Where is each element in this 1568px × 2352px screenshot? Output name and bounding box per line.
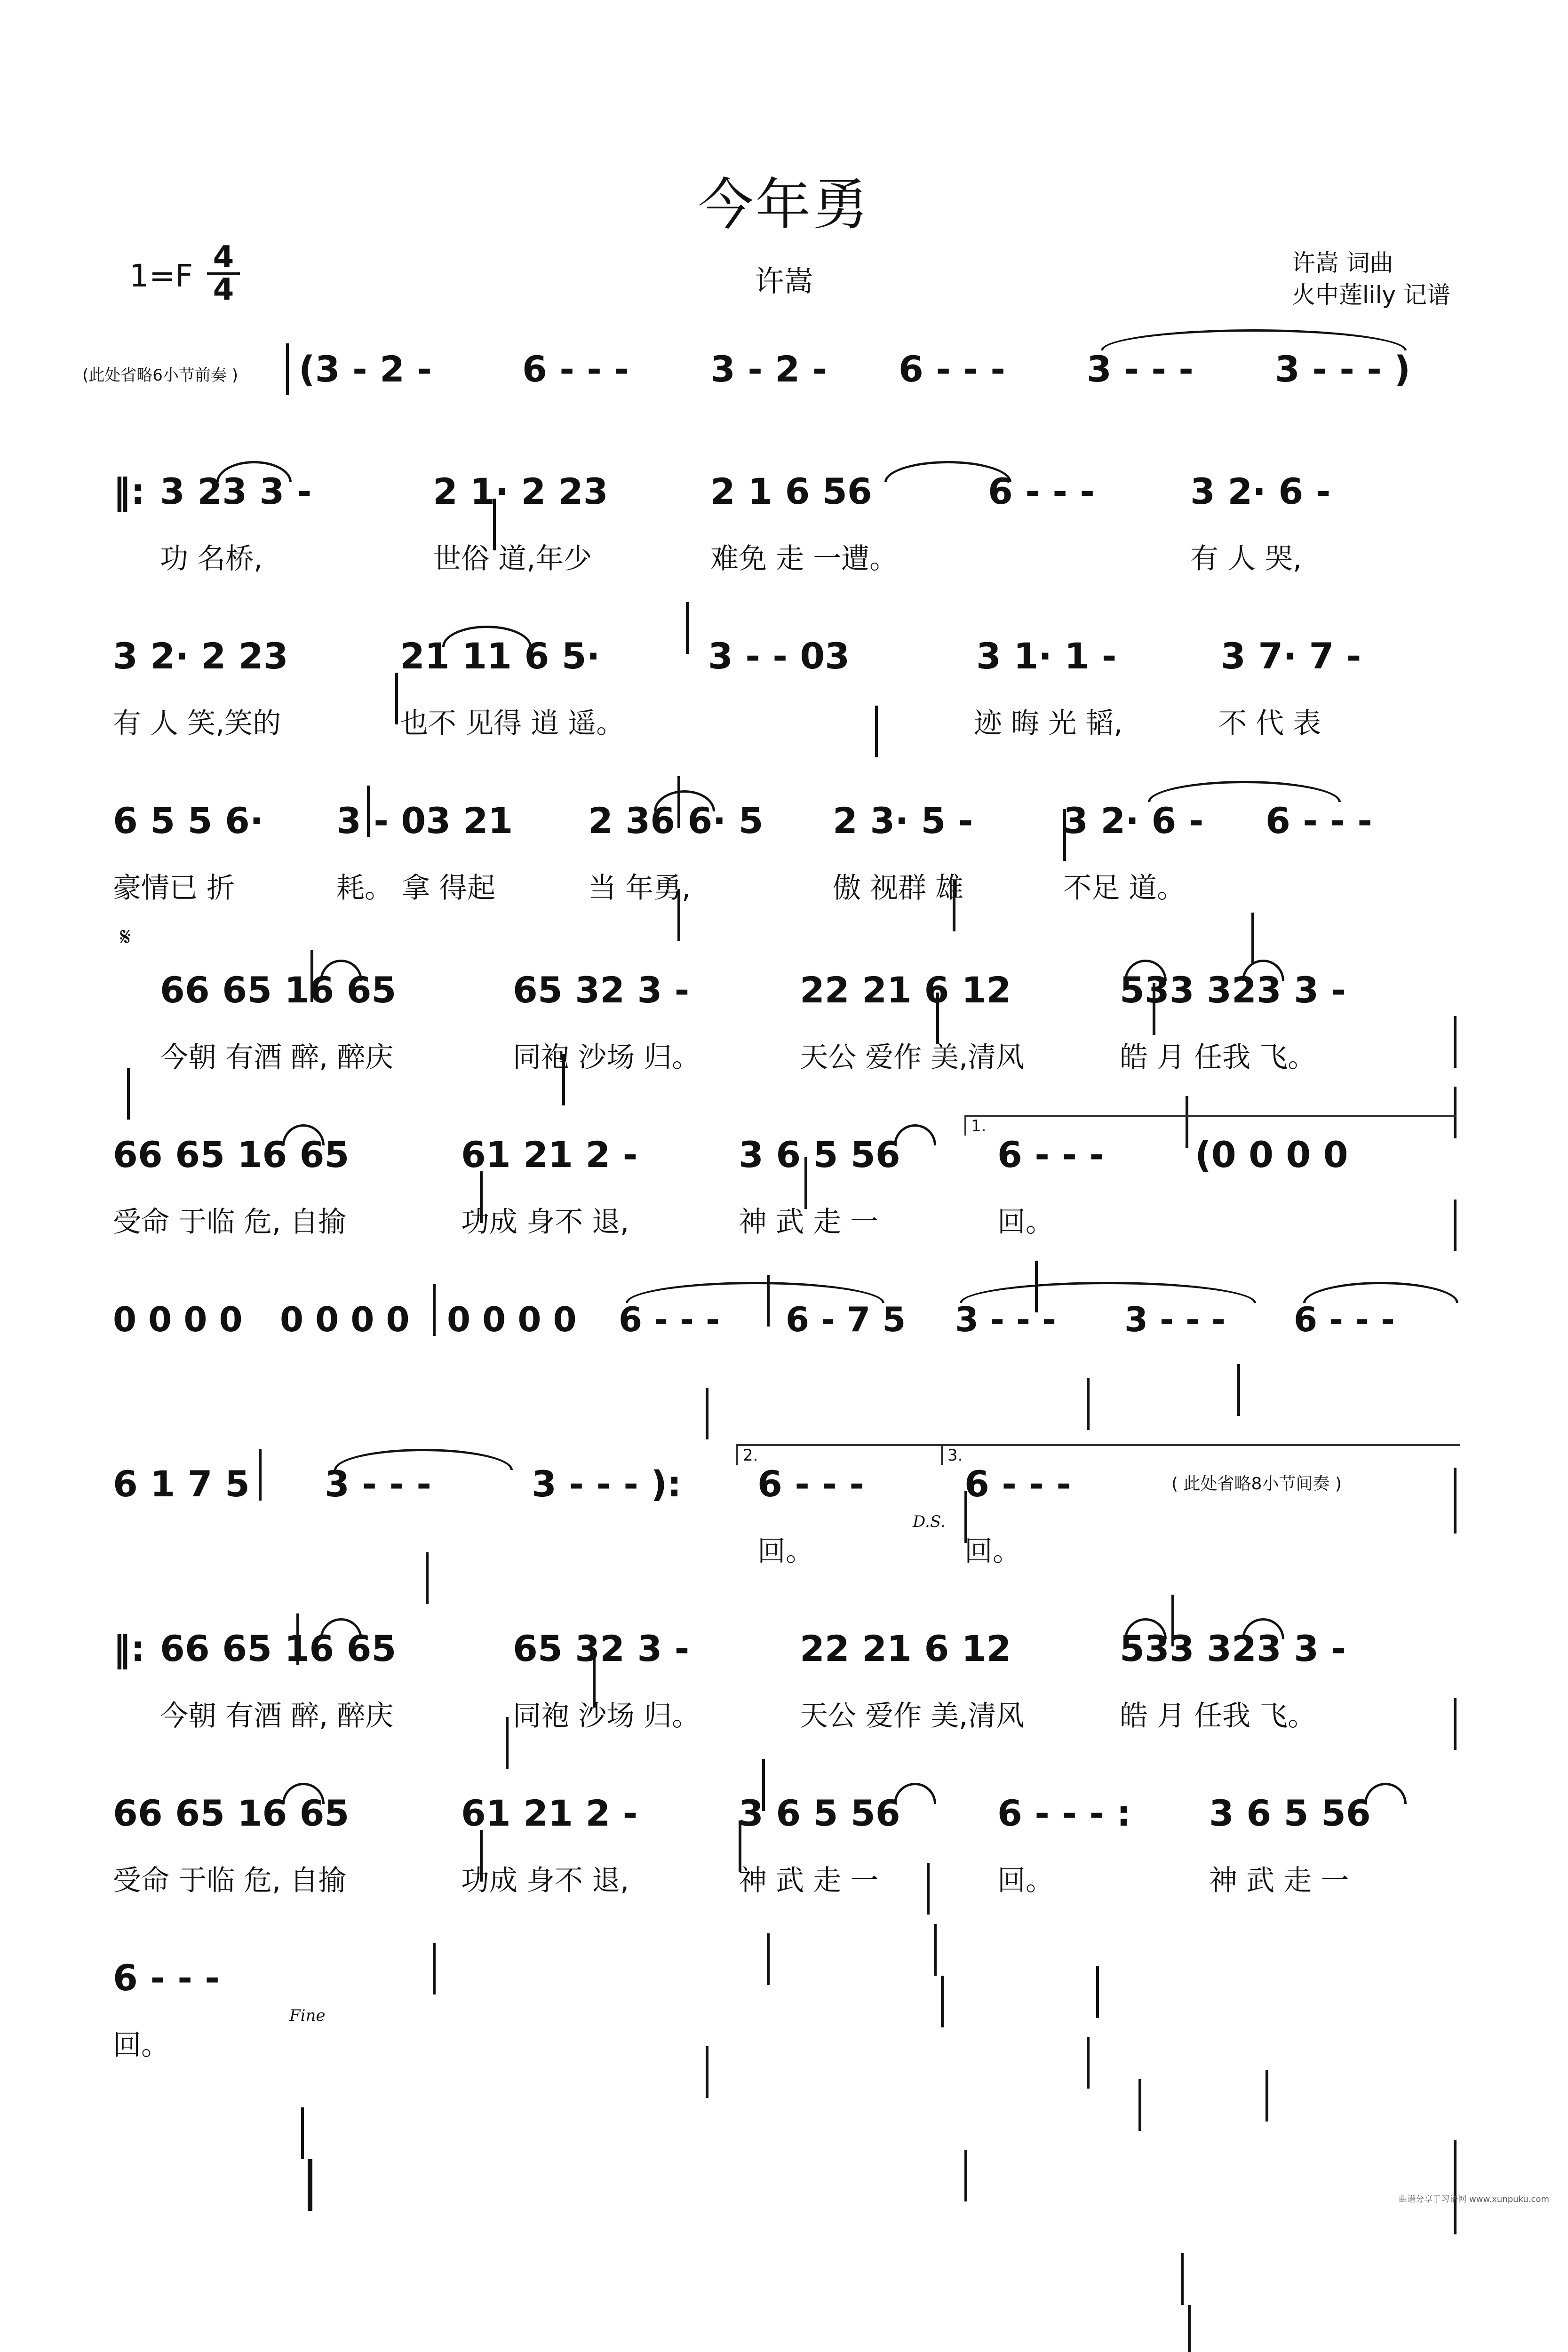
barline bbox=[1454, 2140, 1457, 2192]
measure: 533 323 3 - bbox=[1120, 1628, 1346, 1669]
measure: 66 65 16 65 bbox=[113, 1792, 350, 1834]
lyric: 皓 月 任我 飞。 bbox=[1120, 1041, 1316, 1074]
measure: 2 1 6 56 bbox=[710, 470, 872, 512]
lyric: 受命 于临 危, 自揄 bbox=[113, 1206, 347, 1239]
fine-mark: Fine bbox=[289, 2006, 326, 2025]
key-signature: 1=F bbox=[129, 258, 193, 294]
singer: 许嵩 bbox=[755, 264, 813, 298]
measure: 6 - - - bbox=[899, 348, 1005, 390]
slur bbox=[216, 461, 292, 482]
volta-1: 1. bbox=[964, 1115, 1456, 1136]
score-title: 今年勇 bbox=[698, 172, 870, 237]
credits bbox=[1292, 247, 1450, 311]
lyric: 豪情已 折 bbox=[113, 872, 235, 905]
measure: 533 323 3 - bbox=[1120, 969, 1346, 1011]
final-barline bbox=[308, 2159, 312, 2211]
repeat-start: ‖: bbox=[113, 1628, 145, 1669]
measure: 3 6 5 56 bbox=[739, 1792, 900, 1834]
measure: 21 11 6 5· bbox=[400, 635, 600, 677]
measure: 3 6 5 56 bbox=[739, 1134, 900, 1176]
site-footer: 曲谱分享于习谱网 www.xunpuku.com bbox=[1399, 2194, 1549, 2204]
measure: 3 1· 1 - bbox=[976, 635, 1117, 677]
measure: 6 - - - bbox=[1266, 800, 1372, 842]
measure: 3 - - - ): bbox=[532, 1463, 682, 1505]
measure: (3 - 2 - bbox=[299, 348, 432, 390]
measure: 6 - 7 5 bbox=[786, 1300, 906, 1339]
measure: 3 - - 03 bbox=[708, 635, 850, 677]
measure: 66 65 16 65 bbox=[113, 1134, 350, 1176]
slur bbox=[334, 1449, 513, 1470]
measure: (0 0 0 0 bbox=[1195, 1134, 1348, 1176]
volta-2: 2. bbox=[736, 1444, 945, 1465]
lyric: 今朝 有酒 醉, 醉庆 bbox=[160, 1700, 394, 1732]
measure: 61 21 2 - bbox=[461, 1792, 638, 1834]
barline bbox=[1181, 2253, 1184, 2305]
segno-mark: 𝄋 bbox=[120, 922, 131, 952]
measure: 6 - - - bbox=[757, 1463, 864, 1505]
measure: 61 21 2 - bbox=[461, 1134, 638, 1176]
measure: 6 - - - bbox=[113, 1957, 220, 1999]
lyric: 当 年勇, bbox=[588, 872, 691, 905]
measure: 6 - - - : bbox=[997, 1792, 1131, 1834]
repeat-start: ‖: bbox=[113, 470, 145, 512]
lyric: 皓 月 任我 飞。 bbox=[1120, 1700, 1316, 1732]
lyric: 神 武 走 一 bbox=[739, 1206, 879, 1239]
measure: 22 21 6 12 bbox=[800, 1628, 1011, 1669]
measure: 3 - - - bbox=[1087, 348, 1194, 390]
lyric: 不 代 表 bbox=[1218, 707, 1321, 740]
credit-transcriber: 火中莲lily 记谱 bbox=[1291, 281, 1450, 309]
measure: 65 32 3 - bbox=[513, 1628, 690, 1669]
lyric: 受命 于临 危, 自揄 bbox=[113, 1864, 347, 1897]
measure: 6 5 5 6· bbox=[113, 800, 263, 842]
lyric: 神 武 走 一 bbox=[739, 1864, 879, 1897]
measure: 6 - - - bbox=[1294, 1300, 1395, 1339]
measure: 65 32 3 - bbox=[513, 969, 690, 1011]
measure: 0 0 0 0 bbox=[447, 1300, 577, 1339]
lyric: 同袍 沙场 归。 bbox=[513, 1041, 700, 1074]
lyric: 迹 晦 光 韬, bbox=[974, 707, 1123, 740]
measure: 3 2· 2 23 bbox=[113, 635, 288, 677]
measure: 6 - - - bbox=[619, 1300, 720, 1339]
lyric: 回。 bbox=[113, 2029, 169, 2062]
lyric: 天公 爱作 美,清风 bbox=[800, 1700, 1025, 1732]
measure: 6 - - - bbox=[988, 470, 1095, 512]
measure: 66 65 16 65 bbox=[160, 1628, 397, 1669]
measure: 3 - - - ) bbox=[1275, 348, 1411, 390]
lyric: 回。 bbox=[997, 1864, 1054, 1897]
measure: 6 - - - bbox=[964, 1463, 1071, 1505]
lyric: 傲 视群 雄 bbox=[833, 872, 964, 905]
measure: 3 7· 7 - bbox=[1221, 635, 1361, 677]
lyric: 神 武 走 一 bbox=[1209, 1864, 1349, 1897]
measure: 3 - - - bbox=[955, 1300, 1056, 1339]
measure: 6 - - - bbox=[997, 1134, 1104, 1176]
lyric: 世俗 道,年少 bbox=[433, 542, 592, 575]
time-sig-top: 4 bbox=[207, 242, 240, 275]
lyric: 功成 身不 退, bbox=[461, 1206, 629, 1239]
measure: 0 0 0 0 bbox=[113, 1300, 243, 1339]
lyric: 回。 bbox=[964, 1535, 1021, 1568]
lyric: 也不 见得 逍 遥。 bbox=[400, 707, 625, 740]
lyric: 有 人 哭, bbox=[1190, 542, 1302, 575]
measure: 3 - 2 - bbox=[710, 348, 828, 390]
lyric: 耗。 拿 得起 bbox=[336, 872, 496, 905]
lyric: 功 名桥, bbox=[160, 542, 263, 575]
measure: 6 - - - bbox=[522, 348, 629, 390]
measure: 3 6 5 56 bbox=[1209, 1792, 1371, 1834]
measure: 3 - - - bbox=[1124, 1300, 1226, 1339]
measure: 66 65 16 65 bbox=[160, 969, 397, 1011]
volta-3: 3. bbox=[941, 1444, 1460, 1465]
measure: 2 3· 5 - bbox=[833, 800, 973, 842]
measure: 0 0 0 0 bbox=[280, 1300, 410, 1339]
measure: 22 21 6 12 bbox=[800, 969, 1011, 1011]
lyric: 天公 爱作 美,清风 bbox=[800, 1041, 1025, 1074]
lyric: 同袍 沙场 归。 bbox=[513, 1700, 700, 1732]
lyric: 不足 道。 bbox=[1063, 872, 1186, 905]
measure: 3 - - - bbox=[325, 1463, 431, 1505]
slur bbox=[884, 461, 1011, 482]
measure: 3 - 03 21 bbox=[336, 800, 513, 842]
time-sig-bottom: 4 bbox=[213, 272, 234, 307]
lyric: 回。 bbox=[997, 1206, 1054, 1239]
intro-note: (此处省略6小节前奏 ) bbox=[82, 366, 238, 385]
measure: 6 1 7 5 bbox=[113, 1463, 250, 1505]
measure: 2 1· 2 23 bbox=[433, 470, 608, 512]
measure: 3 23 3 - bbox=[160, 470, 312, 512]
ds-mark: D.S. bbox=[913, 1512, 946, 1531]
credit-lyrics-music: 许嵩 词曲 bbox=[1291, 249, 1393, 277]
measure: 3 2· 6 - bbox=[1063, 800, 1204, 842]
lyric: 回。 bbox=[757, 1535, 814, 1568]
slur bbox=[1101, 329, 1407, 350]
lyric: 功成 身不 退, bbox=[461, 1864, 629, 1897]
lyric: 难免 走 一遭。 bbox=[710, 542, 898, 575]
barline bbox=[1188, 2305, 1191, 2352]
barline bbox=[964, 2150, 967, 2201]
measure: 2 36 6· 5 bbox=[588, 800, 764, 842]
measure: 3 2· 6 - bbox=[1190, 470, 1331, 512]
lyric: 今朝 有酒 醉, 醉庆 bbox=[160, 1041, 394, 1074]
interlude-note: ( 此处省略8小节间奏 ) bbox=[1171, 1474, 1342, 1494]
lyric: 有 人 笑,笑的 bbox=[113, 707, 281, 740]
